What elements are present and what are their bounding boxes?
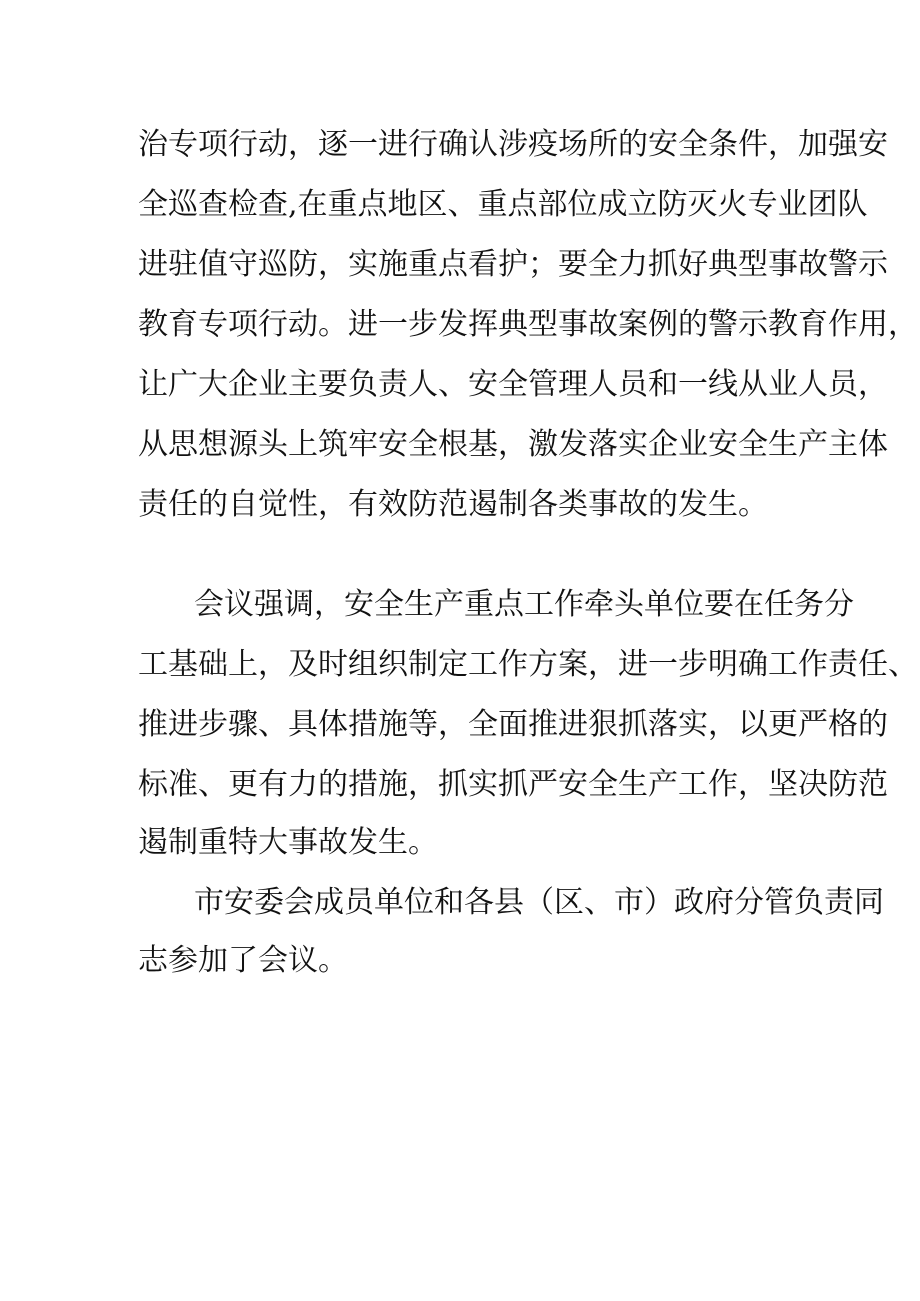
paragraph-line: 工基础上，及时组织制定工作方案，进一步明确工作责任、 <box>138 647 918 682</box>
paragraph-line: 全巡查检查,在重点地区、重点部位成立防灭火专业团队 <box>138 187 868 222</box>
paragraph-line: 从思想源头上筑牢安全根基，激发落实企业安全生产主体 <box>138 427 888 462</box>
paragraph-line: 进驻值守巡防，实施重点看护；要全力抓好典型事故警示 <box>138 247 888 282</box>
paragraph-line: 治专项行动，逐一进行确认涉疫场所的安全条件，加强安 <box>138 127 888 162</box>
paragraph-line: 遏制重特大事故发生。 <box>138 825 438 860</box>
paragraph-line: 市安委会成员单位和各县（区、市）政府分管负责同 <box>194 885 884 920</box>
paragraph-line: 让广大企业主要负责人、安全管理人员和一线从业人员， <box>138 367 888 402</box>
paragraph-line: 标准、更有力的措施，抓实抓严安全生产工作，坚决防范 <box>138 767 888 802</box>
paragraph-line: 推进步骤、具体措施等，全面推进狠抓落实，以更严格的 <box>138 707 888 742</box>
paragraph-line: 志参加了会议。 <box>138 943 348 978</box>
paragraph-line: 教育专项行动。进一步发挥典型事故案例的警示教育作用， <box>138 307 918 342</box>
paragraph-line: 责任的自觉性，有效防范遏制各类事故的发生。 <box>138 487 768 522</box>
paragraph-line: 会议强调，安全生产重点工作牵头单位要在任务分 <box>194 587 854 622</box>
